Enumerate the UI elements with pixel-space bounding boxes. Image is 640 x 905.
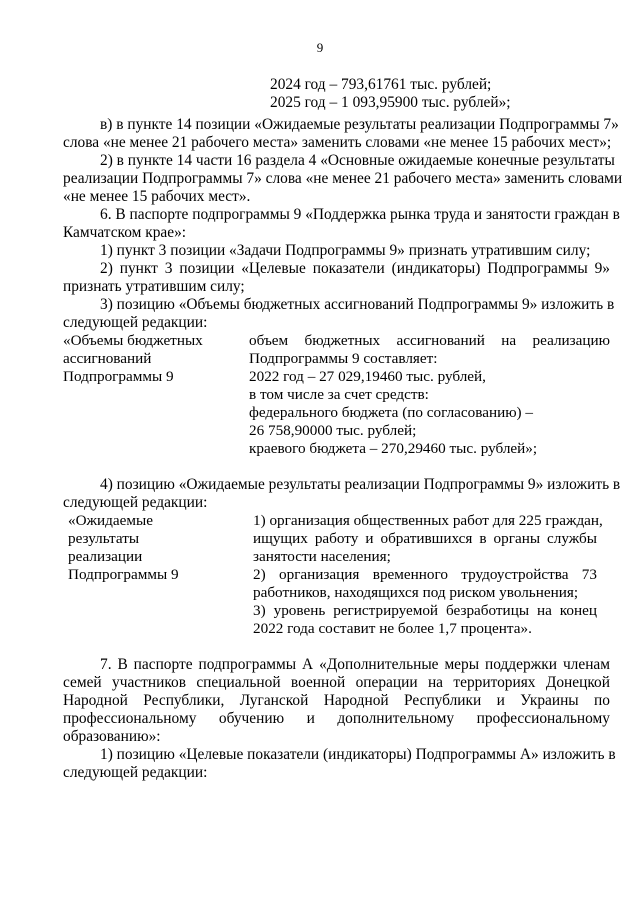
- table2-right-line-6: 3) уровень регистрируемой безработицы на конец: [253, 602, 597, 619]
- para-2-line-2: реализации Подпрограммы 7» слова «не менее 21 рабочего места» заменить словами: [63, 170, 623, 187]
- table2-right-line-1: 1) организация общественных работ для 225 граждан,: [253, 512, 603, 529]
- page-number: 9: [316, 40, 324, 55]
- item-6-2-line-1: 2) пункт 3 позиции «Целевые показатели (индикаторы) Подпрограммы 9»: [100, 260, 610, 277]
- table1-left-line-2: ассигнований: [63, 350, 152, 367]
- para-6-line-2: Камчатском крае»:: [63, 224, 187, 241]
- item-7-1-line-2: следующей редакции:: [63, 764, 208, 781]
- item-6-3-line-2: следующей редакции:: [63, 314, 208, 331]
- para-7-line-2: семей участников специальной военной операции на территориях Донецкой: [63, 674, 610, 691]
- para-v-line-1: в) в пункте 14 позиции «Ожидаемые результаты реализации Подпрограммы 7»: [100, 116, 619, 133]
- table2-right-line-3: занятости населения;: [253, 548, 391, 565]
- para-7-line-5: образованию»:: [63, 728, 161, 745]
- table1-right-line-4: в том числе за счет средств:: [249, 386, 429, 403]
- table1-right-line-1: объем бюджетных ассигнований на реализацию: [249, 332, 610, 349]
- table1-right-line-3: 2022 год – 27 029,19460 тыс. рублей,: [249, 368, 486, 385]
- para-2-line-3: «не менее 15 рабочих мест».: [63, 188, 251, 205]
- para-7-line-4: профессиональному обучению и дополнительному профессиональному: [63, 710, 610, 727]
- para-7-line-3: Народной Республики, Луганской Народной Республики и Украины по: [63, 692, 610, 709]
- item-6-2-line-2: признать утратившим силу;: [63, 278, 245, 295]
- table2-left-line-4: Подпрограммы 9: [68, 566, 179, 583]
- table1-left-line-1: «Объемы бюджетных: [63, 332, 203, 349]
- para-7-line-1: 7. В паспорте подпрограммы А «Дополнительные меры поддержки членам: [100, 656, 610, 673]
- para-2-line-1: 2) в пункте 14 части 16 раздела 4 «Основные ожидаемые конечные результаты: [100, 152, 615, 169]
- item-6-3-line-1: 3) позицию «Объемы бюджетных ассигнований Подпрограммы 9» изложить в: [100, 296, 615, 313]
- table1-right-line-5: федерального бюджета (по согласованию) –: [249, 404, 533, 421]
- para-6-line-1: 6. В паспорте подпрограммы 9 «Поддержка рынка труда и занятости граждан в: [100, 206, 620, 223]
- table1-right-line-7: краевого бюджета – 270,29460 тыс. рублей»;: [249, 440, 538, 457]
- table1-left-line-3: Подпрограммы 9: [63, 368, 174, 385]
- item-6-4-line-2: следующей редакции:: [63, 494, 208, 511]
- table2-right-line-4: 2) организация временного трудоустройства 73: [253, 566, 597, 583]
- item-6-1: 1) пункт 3 позиции «Задачи Подпрограммы 9» признать утратившим силу;: [100, 242, 591, 259]
- item-7-1-line-1: 1) позицию «Целевые показатели (индикаторы) Подпрограммы А» изложить в: [100, 746, 616, 763]
- table2-right-line-7: 2022 года составит не более 1,7 процента».: [253, 620, 532, 637]
- table2-right-line-2: ищущих работу и обратившихся в органы службы: [253, 530, 597, 547]
- table2-right-line-5: работников, находящихся под риском увольнения;: [253, 584, 579, 601]
- item-6-4-line-1: 4) позицию «Ожидаемые результаты реализации Подпрограммы 9» изложить в: [100, 476, 621, 493]
- table2-left-line-2: результаты: [68, 530, 140, 547]
- table2-left-line-3: реализации: [68, 548, 143, 565]
- budget-2025-line: 2025 год – 1 093,95900 тыс. рублей»;: [270, 94, 511, 111]
- table1-right-line-6: 26 758,90000 тыс. рублей;: [249, 422, 417, 439]
- budget-2024-line: 2024 год – 793,61761 тыс. рублей;: [270, 76, 492, 93]
- table1-right-line-2: Подпрограммы 9 составляет:: [249, 350, 438, 367]
- para-v-line-2: слова «не менее 21 рабочего места» заменить словами «не менее 15 рабочих мест»;: [63, 134, 612, 151]
- table2-left-line-1: «Ожидаемые: [68, 512, 153, 529]
